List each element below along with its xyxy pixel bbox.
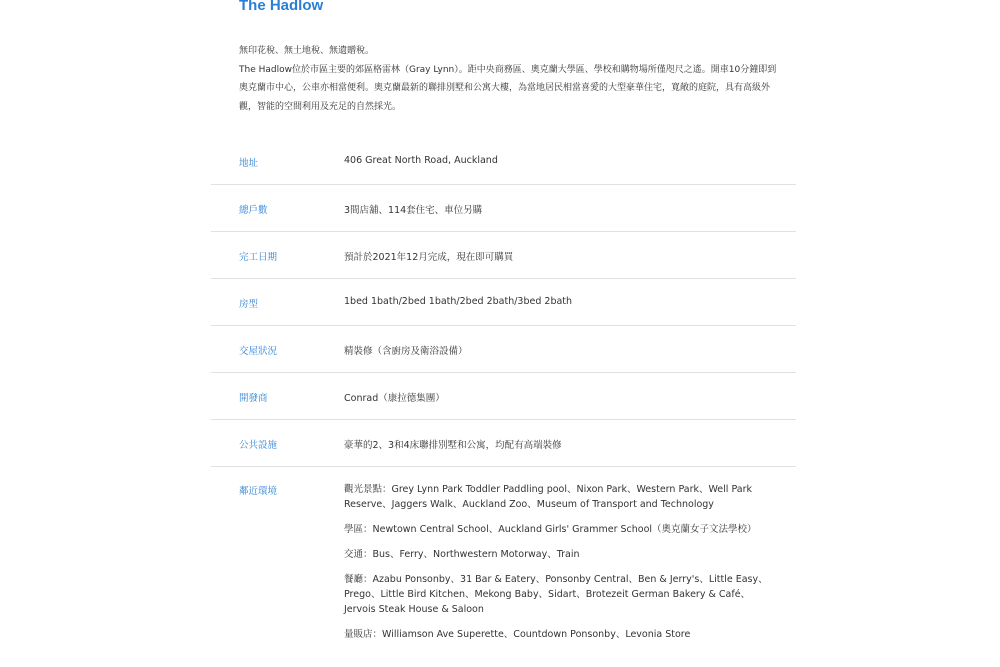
surroundings-schools: 學區：Newtown Central School、Auckland Girls' Grammer School（奧克蘭女子文法學校） xyxy=(344,524,757,535)
property-info-table xyxy=(211,138,796,652)
info-label: 總戶數 xyxy=(239,205,268,216)
info-label: 開發商 xyxy=(239,393,268,404)
info-value: 豪華的2、3和4床聯排別墅和公寓，均配有高端裝修 xyxy=(344,440,562,451)
info-label: 交屋狀況 xyxy=(239,346,278,357)
intro-paragraph-tax: 無印花稅、無土地稅、無遺贈稅。 xyxy=(239,46,375,56)
info-row-developer xyxy=(211,373,796,420)
surroundings-transport: 交通：Bus、Ferry、Northwestern Motorway、Train xyxy=(344,549,580,560)
info-row-completion xyxy=(211,232,796,279)
info-value: Conrad（康拉德集團） xyxy=(344,393,445,404)
info-label: 完工日期 xyxy=(239,252,278,263)
info-label: 地址 xyxy=(239,158,259,169)
info-label: 鄰近環境 xyxy=(239,486,278,497)
info-value: 1bed 1bath/2bed 1bath/2bed 2bath/3bed 2bath xyxy=(344,296,573,307)
page-title: The Hadlow xyxy=(239,0,324,14)
intro-paragraph-description: The Hadlow位於市區主要的郊區格雷林（Gray Lynn）。距中央商務區、奧克蘭大學區、學校和購物場所僅咫尺之遙。開車10分鐘即到奧克蘭市中心，公車亦相當便利。奧克蘭最新的聯排別墅和公寓大樓，為當地居民相當喜愛的大型豪華住宅，寬敞的庭院，具有高級外觀，智能的空間利用及充足的自然採光。 xyxy=(239,64,777,112)
surroundings-stores: 量販店：Williamson Ave Superette、Countdown Ponsonby、Levonia Store xyxy=(344,629,691,640)
surroundings-attractions: 觀光景點：Grey Lynn Park Toddler Paddling pool、Nixon Park、Western Park、Well Park Reserve、Jaggers Walk、Auckland Zoo、Museum of Transport and Technology xyxy=(344,484,752,510)
info-value: 406 Great North Road, Auckland xyxy=(344,155,498,166)
info-row-address xyxy=(211,138,796,185)
info-row-facilities xyxy=(211,420,796,467)
info-label: 公共設施 xyxy=(239,440,278,451)
info-row-units xyxy=(211,185,796,232)
surroundings-restaurants: 餐廳：Azabu Ponsonby、31 Bar & Eatery、Ponsonby Central、Ben & Jerry's、Little Easy、Prego、Little Bird Kitchen、Mekong Baby、Sidart、Brotezeit German Bakery & Café、Jervois Steak House & Saloon xyxy=(344,574,768,615)
info-row-handover xyxy=(211,326,796,373)
intro-text xyxy=(239,42,779,116)
info-value: 預計於2021年12月完成，現在即可購買 xyxy=(344,252,514,263)
info-row-surroundings xyxy=(211,467,796,642)
info-value: 3間店舖、114套住宅、車位另購 xyxy=(344,205,483,216)
info-label: 房型 xyxy=(239,299,259,310)
info-row-unit-types xyxy=(211,279,796,326)
info-value: 精裝修（含廚房及衛浴設備） xyxy=(344,346,468,357)
surroundings-list xyxy=(344,467,774,642)
